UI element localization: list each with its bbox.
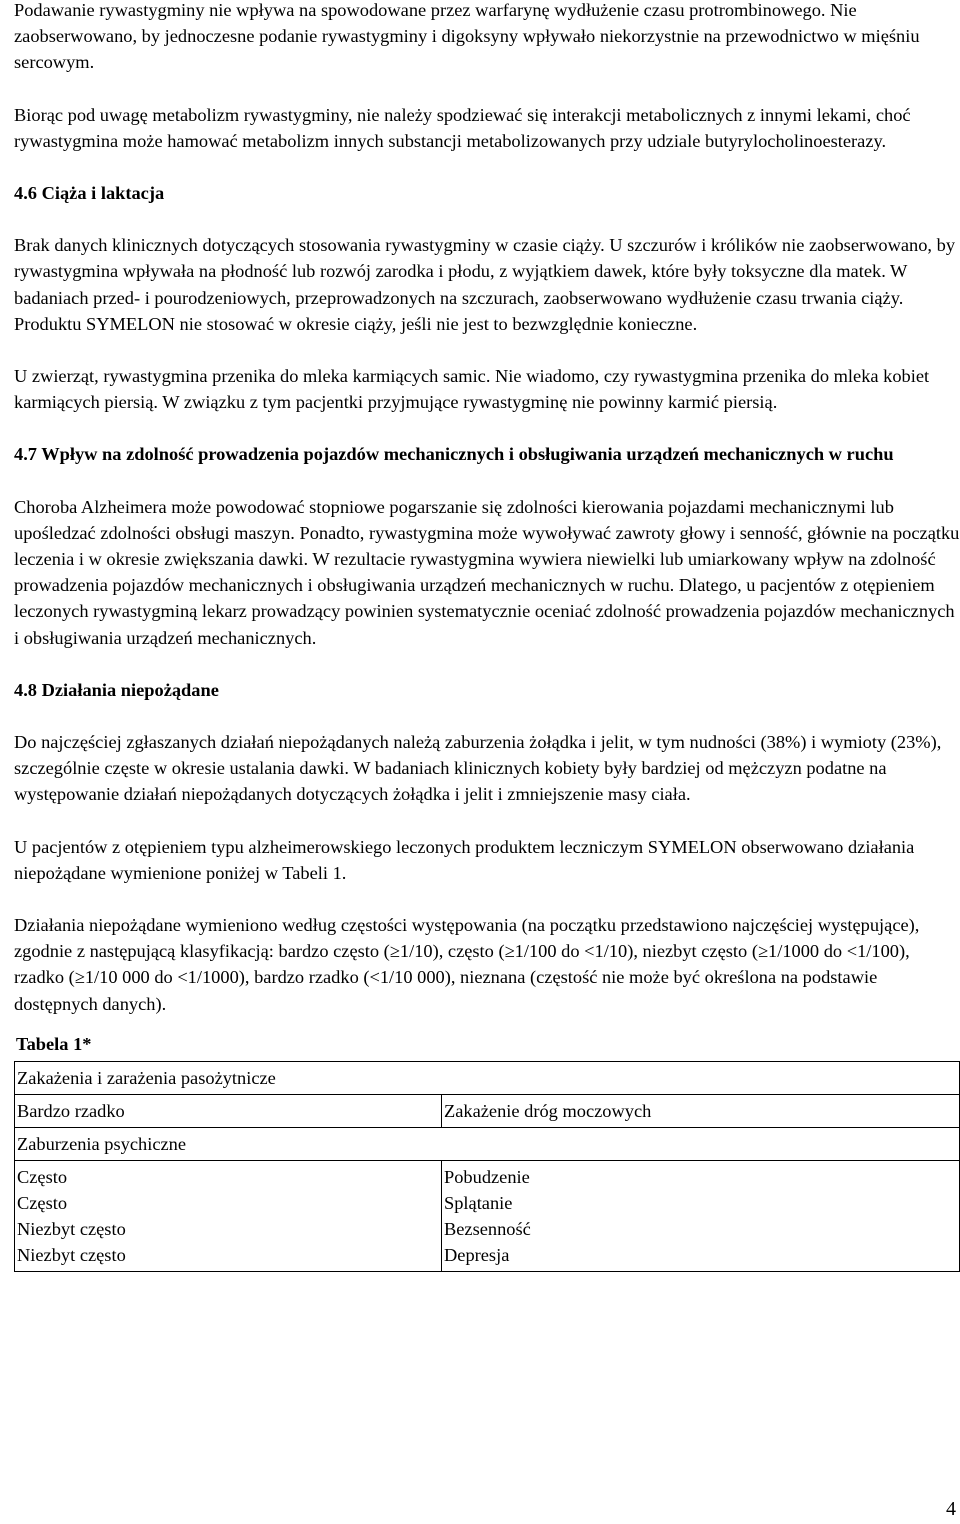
section-heading-4-7: 4.7 Wpływ na zdolność prowadzenia pojazdów mechanicznych i obsługiwania urządzeń mechanicznych w ruchu (14, 444, 894, 465)
frequency-item: Często (17, 1167, 68, 1188)
frequency-item: Często (17, 1193, 68, 1214)
section-heading-4-8: 4.8 Działania niepożądane (14, 679, 219, 700)
frequency-item: Niezbyt często (17, 1219, 126, 1240)
table-section-psychiatric: Zaburzenia psychiczne (15, 1128, 960, 1161)
table-row (15, 1128, 960, 1161)
document-page (14, 0, 960, 1272)
paragraph-lactation: U zwierząt, rywastygmina przenika do mleka karmiących samic. Nie wiadomo, czy rywastygmina przenika do mleka kobiet karmiących piersią. W związku z tym pacjentki przyjmujące rywastygminę nie powinny karmić piersią. (14, 366, 930, 413)
table-cell-frequency-list (15, 1161, 442, 1272)
frequency-item: Niezbyt często (17, 1245, 126, 1266)
paragraph-adverse-common: Do najczęściej zgłaszanych działań niepożądanych należą zaburzenia żołądka i jelit, w tym nudności (38%) i wymioty (23%), szczególnie częste w okresie ustalania dawki. W badaniach klinicznych kobiety były bardziej od mężczyzn podatne na występowanie działań niepożądanych dotyczących żołądka i jelit i zmniejszenie masy ciała. (14, 732, 942, 805)
effect-item: Splątanie (444, 1193, 513, 1214)
paragraph-metabolism: Biorąc pod uwagę metabolizm rywastygminy, nie należy spodziewać się interakcji metabolicznych z innymi lekami, choć rywastygmina może hamować metabolizm innych substancji metabolizowanych przy udziale butyrylocholinoesterazy. (14, 104, 911, 151)
page-number: 4 (946, 1497, 956, 1520)
table-cell-frequency: Bardzo rzadko (15, 1095, 442, 1128)
paragraph-driving: Choroba Alzheimera może powodować stopniowe pogarszanie się zdolności kierowania pojazdami mechanicznymi lub upośledzać zdolności obsługi maszyn. Ponadto, rywastygmina może wywoływać zawroty głowy i senność, głównie na początku leczenia i w okresie zwiększania dawki. W rezultacie rywastygmina wywiera niewielki lub umiarkowany wpływ na zdolność prowadzenia pojazdów mechanicznych i obsługiwania urządzeń mechanicznych w ruchu. Dlatego, u pacjentów z otępieniem leczonych rywastygminą lekarz prowadzący powinien systematycznie oceniać zdolność prowadzenia pojazdów mechanicznych i obsługiwania urządzeń mechanicznych. (14, 496, 960, 648)
effect-item: Depresja (444, 1245, 510, 1266)
paragraph-adverse-table-intro: U pacjentów z otępieniem typu alzheimerowskiego leczonych produktem leczniczym SYMELON obserwowano działania niepożądane wymienione poniżej w Tabeli 1. (14, 836, 915, 883)
paragraph-pregnancy: Brak danych klinicznych dotyczących stosowania rywastygminy w czasie ciąży. U szczurów i królików nie zaobserwowano, by rywastygmina wpływała na płodność lub rozwój zarodka i płodu, z wyjątkiem dawek, które były toksyczne dla matek. W badaniach przed- i pourodzeniowych, przeprowadzonych na szczurach, zaobserwowano wydłużenie czasu trwania ciąży. Produktu SYMELON nie stosować w okresie ciąży, jeśli nie jest to bezwzględnie konieczne. (14, 235, 956, 334)
table-title: Tabela 1* (16, 1033, 92, 1054)
table-row (15, 1161, 960, 1272)
adverse-reactions-table (14, 1061, 960, 1272)
effect-item: Bezsenność (444, 1219, 531, 1240)
table-row (15, 1095, 960, 1128)
section-heading-4-6: 4.6 Ciąża i laktacja (14, 183, 165, 204)
table-section-infections: Zakażenia i zarażenia pasożytnicze (15, 1062, 960, 1095)
table-cell-effect: Zakażenie dróg moczowych (442, 1095, 960, 1128)
paragraph-warfarin: Podawanie rywastygminy nie wpływa na spowodowane przez warfarynę wydłużenie czasu protrombinowego. Nie zaobserwowano, by jednoczesne podanie rywastygminy i digoksyny wpływało niekorzystnie na przewodnictwo w mięśniu sercowym. (14, 0, 920, 73)
table-row (15, 1062, 960, 1095)
effect-item: Pobudzenie (444, 1167, 530, 1188)
table-cell-effect-list (442, 1161, 960, 1272)
paragraph-frequency-classification: Działania niepożądane wymieniono według częstości występowania (na początku przedstawiono najczęściej występujące), zgodnie z następującą klasyfikacją: bardzo często (≥1/10), często (≥1/100 do <1/10), niezbyt często (≥1/1000 do <1/100), rzadko (≥1/10 000 do <1/1000), bardzo rzadko (<1/10 000), nieznana (częstość nie może być określona na podstawie dostępnych danych). (14, 915, 920, 1014)
